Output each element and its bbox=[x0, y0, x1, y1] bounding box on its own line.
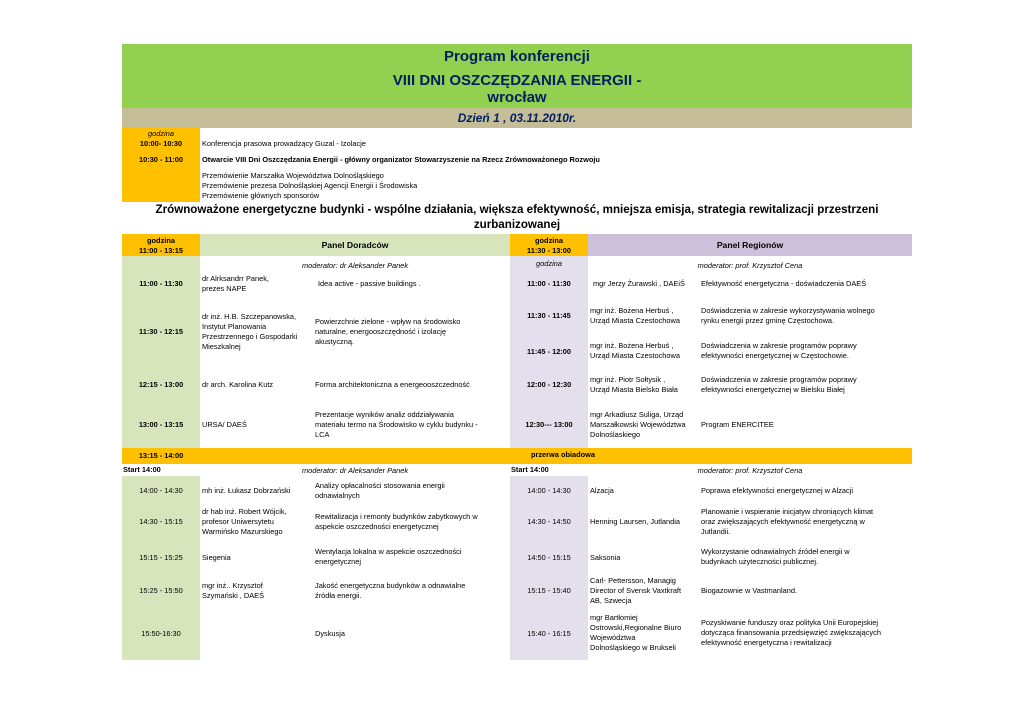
s2-right-start: Start 14:00 bbox=[511, 465, 549, 474]
s2-right-time-1: 14:00 - 14:30 bbox=[527, 486, 571, 495]
s1-left-time-1: 11:00 - 11:30 bbox=[139, 279, 183, 288]
s2-left-topic-4: Jakość energetyczna budynków a odnawialne źródła energii. bbox=[315, 581, 466, 600]
s1-left-topic-3: Forma architektoniczna a energeooszczedność bbox=[315, 380, 470, 389]
s1-left-speaker-3: dr arch. Karolina Kutz bbox=[202, 380, 274, 389]
right-panel-title: Panel Regionów bbox=[716, 240, 784, 250]
s2-right-time-5: 15:40 - 16:15 bbox=[527, 629, 571, 638]
s2-right-moderator: moderator: prof. Krzysztof Cena bbox=[697, 466, 803, 475]
s2-right-speaker-4: Carl- Pettersson, Managig Director of Svensk Vaxtkraft AB, Szwecja bbox=[590, 576, 682, 605]
title-line2: VIII DNI OSZCZĘDZANIA ENERGII - bbox=[392, 72, 642, 89]
opening-text-2: Otwarcie VIII Dni Oszczędzania Energii - główny organizator Stowarzyszenie na Rzecz Zrównoważonego Rozwoju bbox=[202, 155, 600, 164]
s1-left-speaker-1: dr Alrksandrr Panek, prezes NAPE bbox=[202, 274, 269, 293]
s1-right-speaker-5: mgr Arkadiusz Suliga, Urząd Marszałkowski Województwa Dolnoślaskiego bbox=[590, 410, 686, 439]
s1-left-speaker-2: dr inż. H.B. Szczepanowska, Instytut Planowania Przestrzennego i Gospodarki Mieszkalnej bbox=[202, 312, 298, 351]
s1-left-topic-4: Prezentacje wyników analiz oddziaływania materiału termo na Środowisko w cyklu budynku - LCA bbox=[315, 410, 478, 439]
break-time: 13:15 - 14:00 bbox=[138, 451, 184, 460]
right-panel-header bbox=[588, 234, 912, 256]
right-godzina-label: godzina bbox=[535, 236, 563, 245]
s1-right-speaker-4: mgr inż. Piotr Sołtysik , Urząd Miasta Bielsko Biała bbox=[590, 375, 678, 394]
theme-heading: Zrównoważone energetyczne budynki - wspólne działania, większa efektywność, mniejsza emisja, strategia rewitalizacji przestrzeni zurbanizowanej bbox=[155, 203, 879, 231]
s1-right-topic-5: Program ENERCITEE bbox=[701, 420, 774, 429]
s2-left-moderator: moderator: dr Aleksander Panek bbox=[301, 466, 409, 475]
title-block bbox=[122, 44, 912, 108]
s1-left-topic-1: Idea active - passive buildings . bbox=[318, 279, 421, 288]
s2-right-time-3: 14:50 - 15:15 bbox=[527, 553, 571, 562]
day-label: Dzień 1 , 03.11.2010r. bbox=[457, 111, 577, 125]
s2-right-time-4: 15:15 - 15:40 bbox=[527, 586, 571, 595]
left-panel-time: 11:00 - 13:15 bbox=[139, 246, 183, 255]
s2-left-time-5: 15:50-16:30 bbox=[141, 629, 181, 638]
s2-left-speaker-4: mgr inż.. Krzysztof Szymański , DAEŚ bbox=[202, 581, 265, 600]
right-panel-time: 11:30 - 13:00 bbox=[527, 246, 571, 255]
s1-right-topic-1: Efektywność energetyczna - doświadczenia DAEŚ bbox=[701, 279, 867, 288]
s2-left-time-3: 15:15 - 15:25 bbox=[139, 553, 183, 562]
s2-right-topic-2: Planowanie i wspieranie inicjatyw chroniących klimat oraz zwiększających efektywność energetyczną w Jutlandii. bbox=[701, 507, 874, 536]
opening-speech-2: Przemówienie prezesa Dolnośląskiej Agencji Energii i Środowiska bbox=[202, 181, 418, 190]
opening-time-1: 10:00- 10:30 bbox=[139, 139, 183, 148]
s1-right-speaker-3: mgr inż. Bożena Herbuś , Urząd Miasta Czestochowa bbox=[590, 341, 680, 360]
s2-left-time-4: 15:25 - 15:50 bbox=[139, 586, 183, 595]
s2-right-topic-1: Poprawa efektywności energetycznej w Alzacji bbox=[701, 486, 853, 495]
s1-left-time-4: 13:00 - 13:15 bbox=[138, 420, 184, 429]
opening-time-2: 10:30 - 11:00 bbox=[139, 155, 183, 164]
opening-speech-1: Przemówienie Marszałka Województwa Dolnośląskiego bbox=[202, 171, 384, 180]
s1-left-time-2: 11:30 - 12:15 bbox=[139, 327, 183, 336]
s1-right-time-5: 12:30--- 13:00 bbox=[525, 420, 573, 429]
s2-right-speaker-5: mgr Bartłomiej Ostrowski,Regionalne Biuro Województwa Dolnośląskiego w Brukseli bbox=[590, 613, 682, 652]
s2-left-topic-1: Analizy opłacalności stosowania energii odnawialnych bbox=[315, 481, 445, 500]
left-panel-header bbox=[200, 234, 510, 256]
left-panel-title: Panel Doradców bbox=[321, 240, 389, 250]
s2-right-speaker-3: Saksonia bbox=[590, 553, 621, 562]
s2-left-topic-3: Wentylacja lokalna w aspekcie oszczedności energetycznej bbox=[315, 547, 462, 566]
s1-left-topic-2: Powierzchnie zielone - wpływ na środowisko naturalne, energooszczędność i izolację akustyczną. bbox=[315, 317, 461, 346]
title-line3: wrocław bbox=[487, 89, 547, 106]
break-label: przerwa obiadowa bbox=[530, 450, 596, 459]
s2-left-topic-5: Dyskusja bbox=[315, 629, 345, 638]
s1-right-time-3: 11:45 - 12:00 bbox=[527, 347, 571, 356]
s2-left-speaker-3: Siegenia bbox=[202, 553, 231, 562]
s1-right-time-2: 11:30 - 11:45 bbox=[527, 311, 571, 320]
s2-left-topic-2: Rewitalizacja i remonty budynków zabytkowych w aspekcie oszczedności energetycznej bbox=[315, 512, 478, 531]
left-moderator: moderator: dr Aleksander Panek bbox=[301, 261, 409, 270]
s2-right-topic-3: Wykorzystanie odnawialnych źródeł energii w budynkach użyteczności publicznej. bbox=[701, 547, 850, 566]
s1-right-speaker-1: mgr Jerzy Żurawski , DAEiŚ bbox=[593, 279, 685, 288]
s2-right-time-2: 14:30 - 14:50 bbox=[527, 517, 571, 526]
right-godzina-sub: godzina bbox=[536, 259, 562, 268]
s2-left-speaker-1: mh inż. Łukasz Dobrzański bbox=[202, 486, 291, 495]
opening-godzina-label: godzina bbox=[148, 129, 174, 138]
left-godzina-label: godzina bbox=[147, 236, 175, 245]
s1-right-topic-2: Doświadczenia w zakresie wykorzystywania wolnego rynku energii przez gminę Częstochowa. bbox=[701, 306, 875, 325]
s2-right-topic-5: Pozyskiwanie funduszy oraz polityka Unii Europejskiej dotycząca finansowania przedsięwzięć zwiększających efektywność energetyczna i rewitalizacji bbox=[701, 618, 881, 647]
s1-left-time-3: 12:15 - 13:00 bbox=[138, 380, 184, 389]
right-time-header bbox=[510, 234, 588, 256]
s2-left-time-2: 14:30 - 15:15 bbox=[139, 517, 183, 526]
s2-right-speaker-1: Alzacja bbox=[590, 486, 614, 495]
opening-speech-3: Przemówienie głównych sponsorów bbox=[202, 191, 320, 200]
title-line1: Program konferencji bbox=[444, 48, 590, 65]
s2-left-start: Start 14:00 bbox=[123, 465, 161, 474]
opening-text-1: Konferencja prasowa prowadzący Guzal - Izolacje bbox=[202, 139, 366, 148]
s1-right-time-4: 12:00 - 12:30 bbox=[526, 380, 572, 389]
s1-right-speaker-2: mgr inż. Bożena Herbuś , Urząd Miasta Czestochowa bbox=[590, 306, 680, 325]
s2-right-topic-4: Biogazownie w Vastmanland. bbox=[701, 586, 797, 595]
s2-left-speaker-2: dr hab inż. Robert Wójcik, profesor Uniwersytetu Warmińsko Mazurskiego bbox=[202, 507, 287, 536]
s1-right-topic-3: Doświadczenia w zakresie programów poprawy efektywności energetycznej w Częstochowie. bbox=[701, 341, 857, 360]
right-moderator: moderator: prof. Krzysztof Cena bbox=[697, 261, 803, 270]
s2-right-speaker-2: Henning Laursen, Jutlandia bbox=[590, 517, 680, 526]
s1-right-time-1: 11:00 - 11:30 bbox=[527, 279, 571, 288]
day-header bbox=[122, 108, 912, 128]
left-time-header bbox=[122, 234, 200, 256]
s1-right-topic-4: Doświadczenia w zakresie programów poprawy efektywności energetycznej w Bielsku Białej bbox=[701, 375, 857, 394]
s2-left-time-1: 14:00 - 14:30 bbox=[139, 486, 183, 495]
s1-left-speaker-4: URSA/ DAEŚ bbox=[202, 420, 247, 429]
